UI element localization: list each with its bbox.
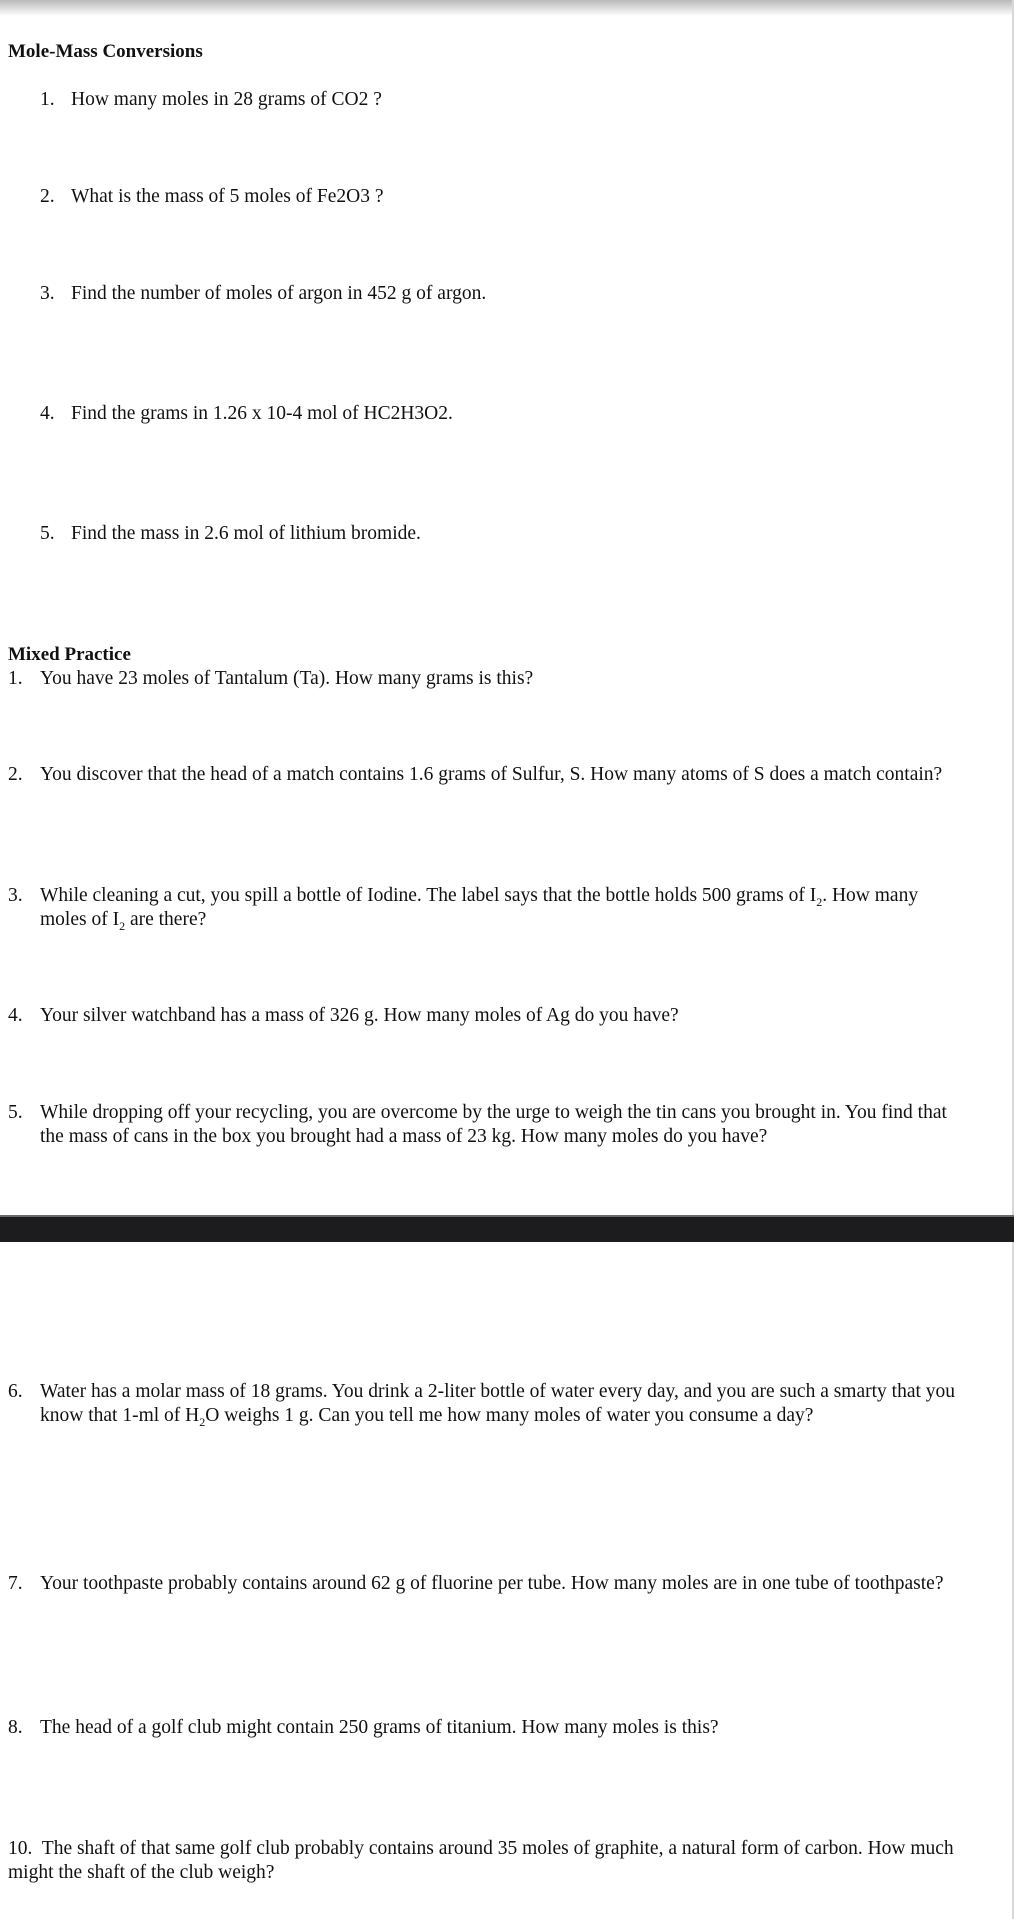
question-number: 2. — [40, 186, 55, 207]
question-number: 3. — [8, 885, 23, 906]
subscript: 2 — [119, 918, 126, 933]
question-text: While cleaning a cut, you spill a bottle of Iodine. The label says that the bottle holds 500 grams of $I_2$. How many moles of $I_2$ are there? — [40, 885, 919, 933]
question-2-2 — [8, 763, 966, 787]
question-text: Water has a molar mass of 18 grams. You drink a 2-liter bottle of water every day, and you are such a smarty that you know that 1-ml of $H_2O$ weighs 1 g. Can you tell me how many moles of water you consume a day? — [40, 1381, 956, 1429]
question-text: You discover that the head of a match contains 1.6 grams of Sulfur, S. How many atoms of S does a match contain? — [40, 764, 943, 785]
question-text: You have 23 moles of Tantalum (Ta). How many grams is this? — [40, 668, 534, 689]
question-text: The head of a golf club might contain 250 grams of titanium. How many moles is this? — [40, 1717, 719, 1738]
question-number: 10. — [8, 1838, 33, 1859]
question-2-7 — [8, 1572, 966, 1596]
question-1-2 — [40, 185, 940, 209]
question-number: 4. — [40, 403, 55, 424]
question-number: 6. — [8, 1381, 23, 1402]
question-text: The shaft of that same golf club probably contains around 35 moles of graphite, a natural form of carbon. How much might the shaft of the club weigh? — [8, 1838, 954, 1883]
question-text: Find the grams in 1.26 x 10-4 mol of HC2H3O2. — [71, 403, 453, 424]
top-shadow — [0, 0, 1014, 16]
question-1-5 — [40, 522, 940, 546]
question-number: 2. — [8, 764, 23, 785]
subscript: 2 — [199, 1414, 206, 1429]
question-number: 4. — [8, 1005, 23, 1026]
question-text: Find the number of moles of argon in 452 g of argon. — [71, 283, 487, 304]
question-text: How many moles in 28 grams of CO2 ? — [71, 89, 382, 110]
question-2-6 — [8, 1380, 966, 1428]
question-2-4 — [8, 1004, 966, 1028]
question-1-3 — [40, 282, 940, 306]
question-number: 7. — [8, 1573, 23, 1594]
question-text: What is the mass of 5 moles of Fe2O3 ? — [71, 186, 384, 207]
question-text: While dropping off your recycling, you are overcome by the urge to weigh the tin cans you brought in. You find that the mass of cans in the box you brought had a mass of 23 kg. How many moles do you have? — [40, 1102, 947, 1147]
question-number: 1. — [8, 668, 23, 689]
question-1-4 — [40, 402, 940, 426]
question-1-1 — [40, 88, 940, 112]
question-number: 3. — [40, 283, 55, 304]
question-number: 5. — [40, 523, 55, 544]
section-title-mole-mass: Mole-Mass Conversions — [8, 41, 203, 62]
question-number: 8. — [8, 1717, 23, 1738]
subscript: 2 — [816, 894, 823, 909]
question-2-3 — [8, 884, 966, 932]
question-number: 5. — [8, 1102, 23, 1123]
question-number: 1. — [40, 89, 55, 110]
question-2-8 — [8, 1716, 966, 1740]
question-text: Your silver watchband has a mass of 326 g. How many moles of Ag do you have? — [40, 1005, 679, 1026]
question-2-10 — [8, 1837, 966, 1885]
section-title-mixed-practice: Mixed Practice — [8, 644, 131, 665]
question-2-5 — [8, 1101, 966, 1149]
question-text: Find the mass in 2.6 mol of lithium bromide. — [71, 523, 421, 544]
page-break-bar — [0, 1215, 1014, 1242]
question-2-1 — [8, 667, 966, 691]
question-text: Your toothpaste probably contains around 62 g of fluorine per tube. How many moles are in one tube of toothpaste? — [40, 1573, 944, 1594]
